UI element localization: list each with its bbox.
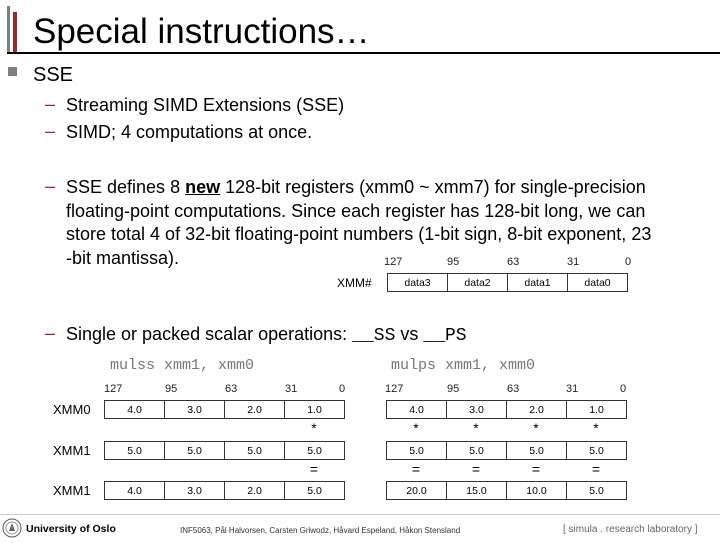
dash-icon: – bbox=[45, 121, 56, 141]
bullet-sse: SSE bbox=[33, 64, 74, 86]
bit-label: 63 bbox=[507, 256, 520, 268]
equals-operator: = bbox=[471, 461, 481, 477]
sub-bullet-4-text bbox=[66, 323, 467, 349]
register-cell: 3.0 bbox=[164, 481, 225, 500]
bit-label: 127 bbox=[104, 383, 123, 395]
multiply-operator: * bbox=[593, 420, 599, 436]
sub-bullet-1-text: Streaming SIMD Extensions (SSE) bbox=[66, 95, 345, 115]
code-ss: __SS bbox=[352, 326, 396, 346]
title-accent-bar-red bbox=[13, 12, 17, 54]
register-label-xmm1-result: XMM1 bbox=[53, 483, 91, 498]
register-cell: 5.0 bbox=[224, 441, 285, 460]
register-cell: data3 bbox=[387, 273, 448, 292]
multiply-operator: * bbox=[533, 420, 539, 436]
bit-label: 31 bbox=[566, 383, 579, 395]
bit-label: 63 bbox=[507, 383, 520, 395]
register-cell: 4.0 bbox=[386, 400, 447, 419]
equals-operator: = bbox=[531, 461, 541, 477]
register-cell: 4.0 bbox=[104, 400, 165, 419]
register-cell: 1.0 bbox=[566, 400, 627, 419]
title-accent-bar-gray bbox=[7, 6, 10, 54]
text-span: vs bbox=[395, 324, 424, 344]
register-cell: 3.0 bbox=[446, 400, 507, 419]
bit-label: 63 bbox=[225, 383, 238, 395]
register-cell: data0 bbox=[567, 273, 628, 292]
bit-label: 95 bbox=[447, 383, 460, 395]
register-cell: 5.0 bbox=[566, 481, 627, 500]
register-cell: 5.0 bbox=[164, 441, 225, 460]
register-label-xmm0: XMM0 bbox=[53, 402, 91, 417]
text-span: Single or packed scalar operations: bbox=[66, 324, 353, 344]
instruction-label: mulss xmm1, xmm0 bbox=[110, 357, 255, 374]
bit-label: 0 bbox=[625, 256, 632, 268]
equals-operator: = bbox=[591, 461, 601, 477]
bit-label: 31 bbox=[285, 383, 298, 395]
text-span: 128-bit registers (xmm0 ~ xmm7) for single-precision bbox=[220, 177, 646, 197]
slide-title: Special instructions… bbox=[33, 12, 370, 51]
lab-text: [ simula . bbox=[563, 524, 606, 535]
register-cell: 5.0 bbox=[284, 481, 345, 500]
square-bullet-icon bbox=[8, 67, 17, 76]
register-cell: 1.0 bbox=[284, 400, 345, 419]
title-underline bbox=[7, 52, 720, 54]
multiply-operator: * bbox=[473, 420, 479, 436]
bit-label: 0 bbox=[339, 383, 346, 395]
bit-label: 127 bbox=[384, 256, 403, 268]
register-cell: 2.0 bbox=[224, 400, 285, 419]
text-line: -bit mantissa). bbox=[66, 247, 180, 268]
instruction-label: mulps xmm1, xmm0 bbox=[391, 357, 536, 374]
footer-lab-logo bbox=[563, 524, 698, 535]
bit-label: 0 bbox=[620, 383, 627, 395]
register-cell: 2.0 bbox=[506, 400, 567, 419]
text-line: floating-point computations. Since each register has 128-bit long, we can bbox=[66, 200, 646, 221]
code-ps: __PS bbox=[423, 326, 467, 346]
footer-divider bbox=[0, 514, 720, 515]
text-span: SSE defines 8 bbox=[66, 177, 186, 197]
register-cell: 20.0 bbox=[386, 481, 447, 500]
dash-icon: – bbox=[45, 176, 56, 196]
register-cell: 5.0 bbox=[506, 441, 567, 460]
equals-operator: = bbox=[411, 461, 421, 477]
bit-label: 95 bbox=[165, 383, 178, 395]
sub-bullet-2-text: SIMD; 4 computations at once. bbox=[66, 122, 313, 142]
register-label-xmm1: XMM1 bbox=[53, 443, 91, 458]
register-cell: 5.0 bbox=[446, 441, 507, 460]
bit-label: 95 bbox=[447, 256, 460, 268]
emphasis-new: new bbox=[185, 177, 221, 197]
lab-text: research laboratory ] bbox=[605, 524, 698, 535]
register-cell: 4.0 bbox=[104, 481, 165, 500]
multiply-operator: * bbox=[413, 420, 419, 436]
register-cell: data2 bbox=[447, 273, 508, 292]
register-cell: 3.0 bbox=[164, 400, 225, 419]
register-cell: 5.0 bbox=[566, 441, 627, 460]
register-cell: 5.0 bbox=[386, 441, 447, 460]
footer-authors: INF5063, Pål Halvorsen, Carsten Griwodz, Håvard Espeland, Håkon Stensland bbox=[180, 526, 461, 535]
university-seal-icon bbox=[2, 518, 22, 538]
footer-university: University of Oslo bbox=[26, 523, 116, 535]
register-cell: 2.0 bbox=[224, 481, 285, 500]
register-cell: 5.0 bbox=[284, 441, 345, 460]
equals-operator: = bbox=[309, 461, 319, 477]
register-label: XMM# bbox=[337, 276, 372, 290]
bit-label: 31 bbox=[567, 256, 580, 268]
dash-icon: – bbox=[45, 94, 56, 114]
bit-label: 127 bbox=[385, 383, 404, 395]
text-line: store total 4 of 32-bit floating-point numbers (1-bit sign, 8-bit exponent, 23 bbox=[66, 224, 652, 244]
register-cell: 5.0 bbox=[104, 441, 165, 460]
register-cell: 15.0 bbox=[446, 481, 507, 500]
multiply-operator: * bbox=[311, 420, 317, 436]
register-cell: 10.0 bbox=[506, 481, 567, 500]
dash-icon: – bbox=[45, 323, 56, 343]
register-cell: data1 bbox=[507, 273, 568, 292]
